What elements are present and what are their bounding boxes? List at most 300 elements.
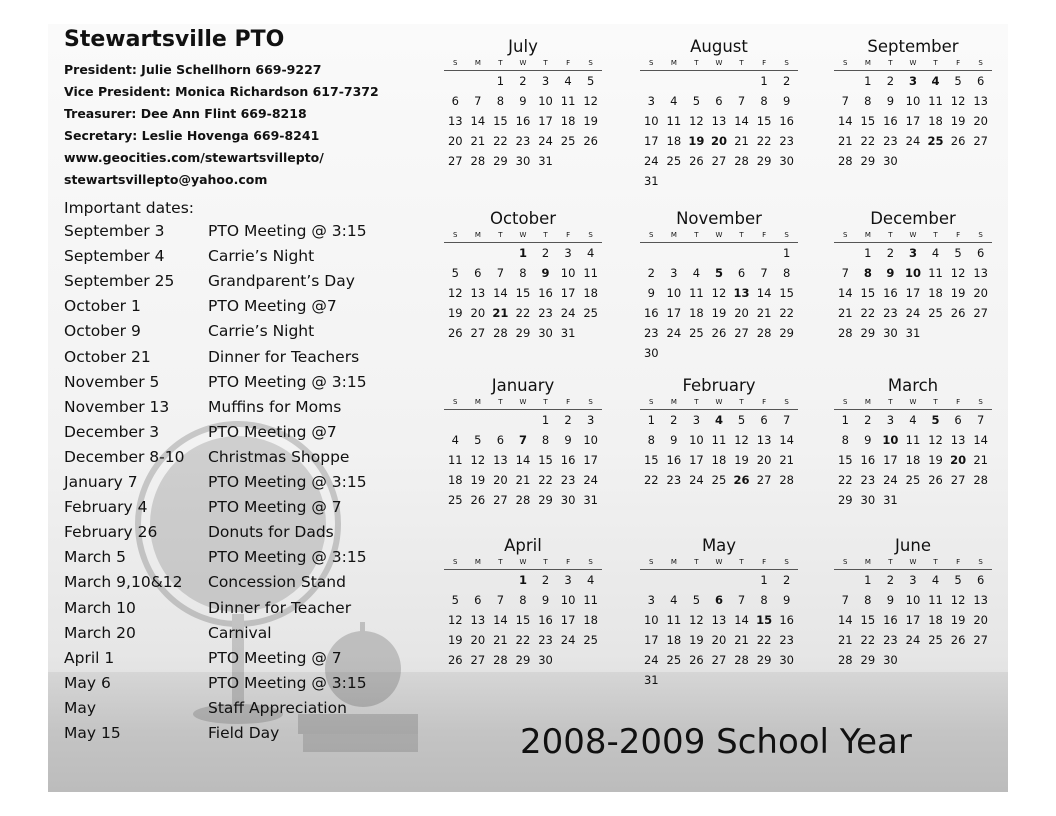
calendar-day: 3	[909, 573, 917, 587]
calendar-day: 29	[515, 653, 531, 667]
weekday-label: W	[909, 231, 917, 239]
calendar-week	[640, 171, 798, 191]
calendar-day: 22	[860, 633, 876, 647]
calendar-day: 7	[496, 266, 505, 280]
calendar-day: 26	[689, 653, 704, 667]
calendar-day: 18	[928, 613, 943, 627]
calendar-day: 20	[734, 306, 749, 320]
calendar-day: 27	[447, 154, 463, 168]
calendar-day: 10	[905, 94, 921, 108]
calendar-day: 20	[973, 613, 988, 627]
calendar-day: 3	[647, 593, 655, 607]
calendar-week	[834, 450, 992, 470]
vice-president-line: Vice President: Monica Richardson 617-7372	[64, 84, 379, 99]
calendar-week	[640, 570, 798, 590]
weekday-label: F	[956, 59, 961, 67]
calendar-day: 17	[643, 633, 659, 647]
calendar-day: 28	[734, 154, 749, 168]
weekday-label: S	[649, 59, 654, 67]
calendar-day: 18	[583, 613, 598, 627]
calendar-week	[444, 91, 602, 111]
event-name: PTO Meeting @ 3:15	[208, 372, 367, 391]
weekday-label: T	[888, 231, 893, 239]
calendar-day: 20	[973, 114, 988, 128]
event-date: April 1	[64, 648, 115, 667]
calendar-day: 19	[950, 613, 966, 627]
weekday-label: S	[588, 558, 593, 566]
event-date: December 8-10	[64, 447, 185, 466]
weekday-label: T	[694, 558, 699, 566]
calendar-week	[444, 470, 602, 490]
calendar-day: 16	[883, 613, 898, 627]
calendar-empty-cell	[489, 410, 512, 430]
calendar-day: 9	[782, 94, 791, 108]
calendar-day: 21	[493, 633, 508, 647]
calendar-day: 8	[541, 433, 550, 447]
calendar-day: 5	[954, 573, 962, 587]
calendar-week	[640, 263, 798, 283]
month-october	[444, 208, 602, 343]
calendar-day: 5	[931, 413, 940, 427]
calendar-day: 24	[538, 134, 553, 148]
calendar-day: 6	[954, 413, 962, 427]
event-date: February 26	[64, 523, 158, 542]
calendar-day: 9	[647, 286, 655, 300]
calendar-day: 14	[837, 613, 853, 627]
calendar-day: 5	[451, 266, 459, 280]
calendar-day: 16	[883, 286, 898, 300]
calendar-day: 3	[908, 246, 917, 260]
weekday-label: T	[543, 59, 548, 67]
month-name: February	[682, 376, 756, 395]
calendar-day: 28	[837, 653, 853, 667]
calendar-day: 3	[647, 94, 655, 108]
calendar-day: 19	[688, 134, 705, 148]
calendar-day: 21	[492, 306, 509, 320]
calendar-day: 18	[666, 134, 682, 148]
calendar-day: 4	[670, 593, 678, 607]
calendar-empty-cell	[834, 243, 857, 263]
calendar-day: 18	[928, 286, 943, 300]
weekday-label: M	[864, 398, 871, 406]
calendar-day: 30	[883, 653, 898, 667]
calendar-day: 28	[973, 473, 988, 487]
calendar-empty-cell	[663, 71, 686, 91]
calendar-day: 27	[493, 493, 508, 507]
calendar-day: 20	[470, 306, 486, 320]
calendar-day: 7	[782, 413, 791, 427]
weekday-label: T	[888, 59, 893, 67]
calendar-day: 15	[860, 613, 876, 627]
calendar-week	[444, 71, 602, 91]
calendar-day: 16	[538, 613, 553, 627]
weekday-label: M	[864, 558, 871, 566]
calendar-empty-cell	[467, 570, 490, 590]
weekday-label: M	[670, 59, 677, 67]
calendar-day: 25	[928, 633, 943, 647]
weekday-label: S	[784, 231, 789, 239]
month-name: June	[895, 536, 931, 555]
calendar-day: 23	[666, 473, 682, 487]
calendar-empty-cell	[902, 650, 925, 670]
calendar-empty-cell	[444, 71, 467, 91]
weekday-label: W	[715, 59, 723, 67]
calendar-day: 31	[583, 493, 598, 507]
calendar-day: 8	[760, 593, 768, 607]
calendar-empty-cell	[557, 650, 580, 670]
month-name: September	[867, 37, 959, 56]
calendar-day: 28	[756, 326, 772, 340]
calendar-empty-cell	[730, 243, 753, 263]
calendar-day: 22	[837, 473, 853, 487]
calendar-day: 2	[541, 573, 550, 587]
calendar-empty-cell	[753, 670, 776, 690]
calendar-week	[444, 490, 602, 510]
calendar-day: 24	[689, 473, 704, 487]
calendar-empty-cell	[924, 323, 947, 343]
calendar-empty-cell	[685, 243, 708, 263]
weekday-label: S	[588, 398, 593, 406]
calendar-day: 1	[496, 74, 505, 88]
event-name: PTO Meeting @7	[208, 297, 337, 316]
calendar-day: 30	[883, 154, 898, 168]
weekday-label: S	[843, 558, 848, 566]
weekday-header	[834, 58, 992, 71]
calendar-day: 12	[734, 433, 749, 447]
calendar-week	[444, 610, 602, 630]
weekday-label: S	[588, 231, 593, 239]
month-name: August	[690, 37, 748, 56]
calendar-week	[834, 263, 992, 283]
calendar-day: 15	[756, 114, 772, 128]
calendar-day: 16	[779, 613, 794, 627]
calendar-day: 17	[883, 453, 898, 467]
calendar-day: 31	[560, 326, 576, 340]
calendar-day: 5	[474, 433, 482, 447]
month-name: July	[508, 37, 538, 56]
weekday-label: T	[498, 231, 503, 239]
calendar-day: 18	[689, 306, 704, 320]
calendar-day: 24	[643, 653, 659, 667]
calendar-day: 30	[643, 346, 659, 360]
calendar-day: 12	[583, 94, 598, 108]
weekday-label: M	[670, 398, 677, 406]
calendar-week	[640, 610, 798, 630]
calendar-day: 22	[779, 306, 794, 320]
calendar-day: 31	[905, 326, 921, 340]
calendar-day: 17	[560, 286, 576, 300]
weekday-label: W	[715, 231, 723, 239]
weekday-header	[444, 58, 602, 71]
calendar-day: 19	[928, 453, 943, 467]
weekday-label: S	[649, 231, 654, 239]
calendar-empty-cell	[467, 410, 490, 430]
calendar-day: 16	[779, 114, 794, 128]
calendar-day: 2	[886, 246, 895, 260]
calendar-day: 13	[493, 453, 508, 467]
calendar-week	[640, 470, 798, 490]
calendar-day: 15	[860, 114, 876, 128]
calendar-week	[640, 151, 798, 171]
calendar-week	[640, 650, 798, 670]
calendar-empty-cell	[969, 490, 992, 510]
calendar-week	[834, 570, 992, 590]
calendar-day: 10	[666, 286, 682, 300]
calendar-day: 24	[905, 134, 921, 148]
calendar-empty-cell	[775, 171, 798, 191]
calendar-week	[834, 610, 992, 630]
event-name: Christmas Shoppe	[208, 447, 350, 466]
calendar-day: 11	[666, 114, 682, 128]
weekday-label: W	[519, 59, 527, 67]
calendar-day: 7	[841, 266, 849, 280]
calendar-day: 10	[904, 266, 921, 280]
calendar-day: 3	[586, 413, 595, 427]
calendar-empty-cell	[730, 171, 753, 191]
calendar-day: 5	[586, 74, 595, 88]
calendar-day: 2	[564, 413, 572, 427]
calendar-day: 25	[583, 306, 598, 320]
calendar-empty-cell	[685, 71, 708, 91]
calendar-day: 14	[515, 453, 531, 467]
calendar-empty-cell	[685, 570, 708, 590]
weekday-label: T	[498, 398, 503, 406]
calendar-day: 11	[928, 94, 943, 108]
weekday-label: F	[566, 558, 571, 566]
month-name: March	[887, 376, 939, 395]
calendar-day: 2	[886, 74, 895, 88]
calendar-day: 15	[860, 286, 876, 300]
calendar-day: 4	[714, 413, 723, 427]
calendar-day: 5	[451, 593, 459, 607]
calendar-day: 22	[515, 633, 531, 647]
calendar-day: 19	[447, 633, 463, 647]
calendar-empty-cell	[730, 71, 753, 91]
calendar-day: 10	[583, 433, 598, 447]
calendar-day: 26	[689, 154, 704, 168]
calendar-day: 22	[493, 134, 508, 148]
calendar-day: 30	[515, 154, 531, 168]
calendar-day: 22	[515, 306, 531, 320]
calendar-empty-cell	[444, 570, 467, 590]
weekday-label: T	[739, 59, 744, 67]
event-name: Carrie’s Night	[208, 322, 315, 341]
calendar-empty-cell	[969, 151, 992, 171]
calendar-day: 7	[976, 413, 985, 427]
calendar-week	[444, 323, 602, 343]
calendar-day: 16	[560, 453, 576, 467]
calendar-day: 16	[515, 114, 531, 128]
calendar-day: 13	[470, 613, 486, 627]
calendar-empty-cell	[444, 410, 467, 430]
calendar-day: 11	[928, 593, 943, 607]
weekday-label: T	[543, 398, 548, 406]
calendar-day: 6	[976, 573, 985, 587]
calendar-week	[640, 303, 798, 323]
weekday-label: T	[694, 398, 699, 406]
event-name: Dinner for Teacher	[208, 598, 352, 617]
weekday-label: S	[649, 398, 654, 406]
calendar-day: 19	[711, 306, 727, 320]
calendar-day: 29	[756, 154, 772, 168]
calendar-day: 22	[756, 633, 772, 647]
weekday-label: W	[519, 398, 527, 406]
weekday-label: S	[453, 231, 458, 239]
calendar-day: 8	[647, 433, 655, 447]
calendar-day: 22	[643, 473, 659, 487]
calendar-day: 10	[905, 593, 921, 607]
calendar-day: 27	[470, 326, 486, 340]
calendar-day: 20	[950, 453, 967, 467]
month-name: October	[489, 209, 557, 228]
event-date: October 1	[64, 297, 141, 316]
calendar-day: 25	[583, 633, 598, 647]
month-july	[444, 36, 602, 171]
calendar-day: 31	[643, 673, 659, 687]
calendar-day: 25	[711, 473, 727, 487]
event-name: PTO Meeting @ 3:15	[208, 548, 367, 567]
weekday-header	[640, 557, 798, 570]
calendar-week	[640, 111, 798, 131]
weekday-label: T	[694, 59, 699, 67]
calendar-week	[834, 470, 992, 490]
calendar-day: 15	[779, 286, 794, 300]
calendar-empty-cell	[753, 243, 776, 263]
calendar-day: 12	[470, 453, 486, 467]
calendar-day: 20	[447, 134, 463, 148]
calendar-week	[444, 111, 602, 131]
calendar-day: 6	[714, 593, 723, 607]
calendar-day: 9	[670, 433, 678, 447]
calendar-day: 22	[538, 473, 553, 487]
calendar-day: 17	[560, 613, 576, 627]
weekday-label: M	[864, 231, 871, 239]
weekday-label: M	[474, 558, 481, 566]
calendar-day: 11	[711, 433, 727, 447]
calendar-day: 19	[447, 306, 463, 320]
calendar-day: 2	[519, 74, 527, 88]
calendar-day: 4	[586, 573, 595, 587]
weekday-header	[444, 230, 602, 243]
month-february	[640, 375, 798, 490]
calendar-day: 23	[538, 306, 553, 320]
event-name: PTO Meeting @ 7	[208, 498, 342, 517]
calendar-day: 17	[905, 114, 921, 128]
calendar-day: 6	[474, 593, 482, 607]
calendar-day: 15	[756, 613, 773, 627]
calendar-day: 1	[864, 246, 872, 260]
event-name: Field Day	[208, 724, 280, 742]
calendar-day: 12	[447, 286, 463, 300]
calendar-day: 29	[779, 326, 794, 340]
event-name: Carnival	[208, 623, 272, 642]
calendar-day: 9	[541, 266, 550, 280]
calendar-day: 6	[496, 433, 505, 447]
calendar-day: 4	[931, 74, 940, 88]
calendar-day: 14	[493, 286, 508, 300]
weekday-label: M	[474, 398, 481, 406]
event-name: PTO Meeting @ 3:15	[208, 673, 367, 692]
calendar-day: 25	[666, 653, 682, 667]
calendar-day: 29	[860, 653, 876, 667]
calendar-day: 20	[493, 473, 508, 487]
calendar-day: 26	[950, 633, 966, 647]
calendar-day: 23	[860, 473, 876, 487]
event-name: PTO Meeting @ 3:15	[208, 473, 367, 491]
weekday-label: S	[784, 398, 789, 406]
president-line: President: Julie Schellhorn 669-9227	[64, 62, 322, 77]
calendar-day: 25	[666, 154, 682, 168]
calendar-day: 29	[515, 326, 531, 340]
calendar-day: 17	[583, 453, 598, 467]
weekday-label: F	[566, 231, 571, 239]
calendar-week	[834, 323, 992, 343]
calendar-day: 3	[670, 266, 678, 280]
month-september	[834, 36, 992, 171]
event-date: October 21	[64, 347, 151, 366]
event-name: Staff Appreciation	[208, 698, 347, 717]
calendar-day: 6	[737, 266, 746, 280]
calendar-day: 4	[931, 246, 940, 260]
event-date: November 5	[64, 372, 160, 391]
calendar-day: 12	[950, 593, 966, 607]
calendar-day: 18	[711, 453, 727, 467]
calendar-empty-cell	[579, 151, 602, 171]
calendar-day: 30	[779, 653, 794, 667]
calendar-day: 29	[493, 154, 508, 168]
weekday-label: F	[762, 558, 767, 566]
calendar-empty-cell	[708, 71, 731, 91]
calendar-empty-cell	[834, 570, 857, 590]
calendar-empty-cell	[969, 650, 992, 670]
calendar-empty-cell	[775, 670, 798, 690]
calendar-week	[640, 71, 798, 91]
month-december	[834, 208, 992, 343]
school-year-title: 2008-2009 School Year	[520, 722, 912, 762]
weekday-header	[834, 230, 992, 243]
calendar-day: 2	[782, 573, 791, 587]
calendar-day: 4	[451, 433, 459, 447]
calendar-day: 13	[973, 94, 988, 108]
calendar-day: 27	[734, 326, 749, 340]
calendar-day: 27	[756, 473, 772, 487]
weekday-header	[834, 557, 992, 570]
calendar-empty-cell	[579, 650, 602, 670]
calendar-day: 6	[976, 246, 985, 260]
calendar-day: 9	[864, 433, 872, 447]
calendar-day: 8	[496, 94, 505, 108]
weekday-label: F	[762, 231, 767, 239]
month-name: January	[491, 376, 555, 395]
calendar-day: 18	[583, 286, 598, 300]
calendar-day: 14	[779, 433, 794, 447]
calendar-day: 21	[734, 134, 749, 148]
calendar-day: 7	[518, 433, 527, 447]
weekday-label: S	[843, 59, 848, 67]
calendar-day: 22	[756, 134, 772, 148]
important-dates-heading: Important dates:	[64, 199, 195, 217]
weekday-label: F	[762, 398, 767, 406]
calendar-empty-cell	[663, 171, 686, 191]
weekday-label: F	[956, 231, 961, 239]
calendar-day: 31	[643, 174, 659, 188]
calendar-day: 13	[711, 613, 727, 627]
calendar-week	[444, 650, 602, 670]
calendar-day: 6	[976, 74, 985, 88]
calendar-empty-cell	[902, 151, 925, 171]
calendar-day: 13	[973, 593, 988, 607]
calendar-empty-cell	[663, 670, 686, 690]
